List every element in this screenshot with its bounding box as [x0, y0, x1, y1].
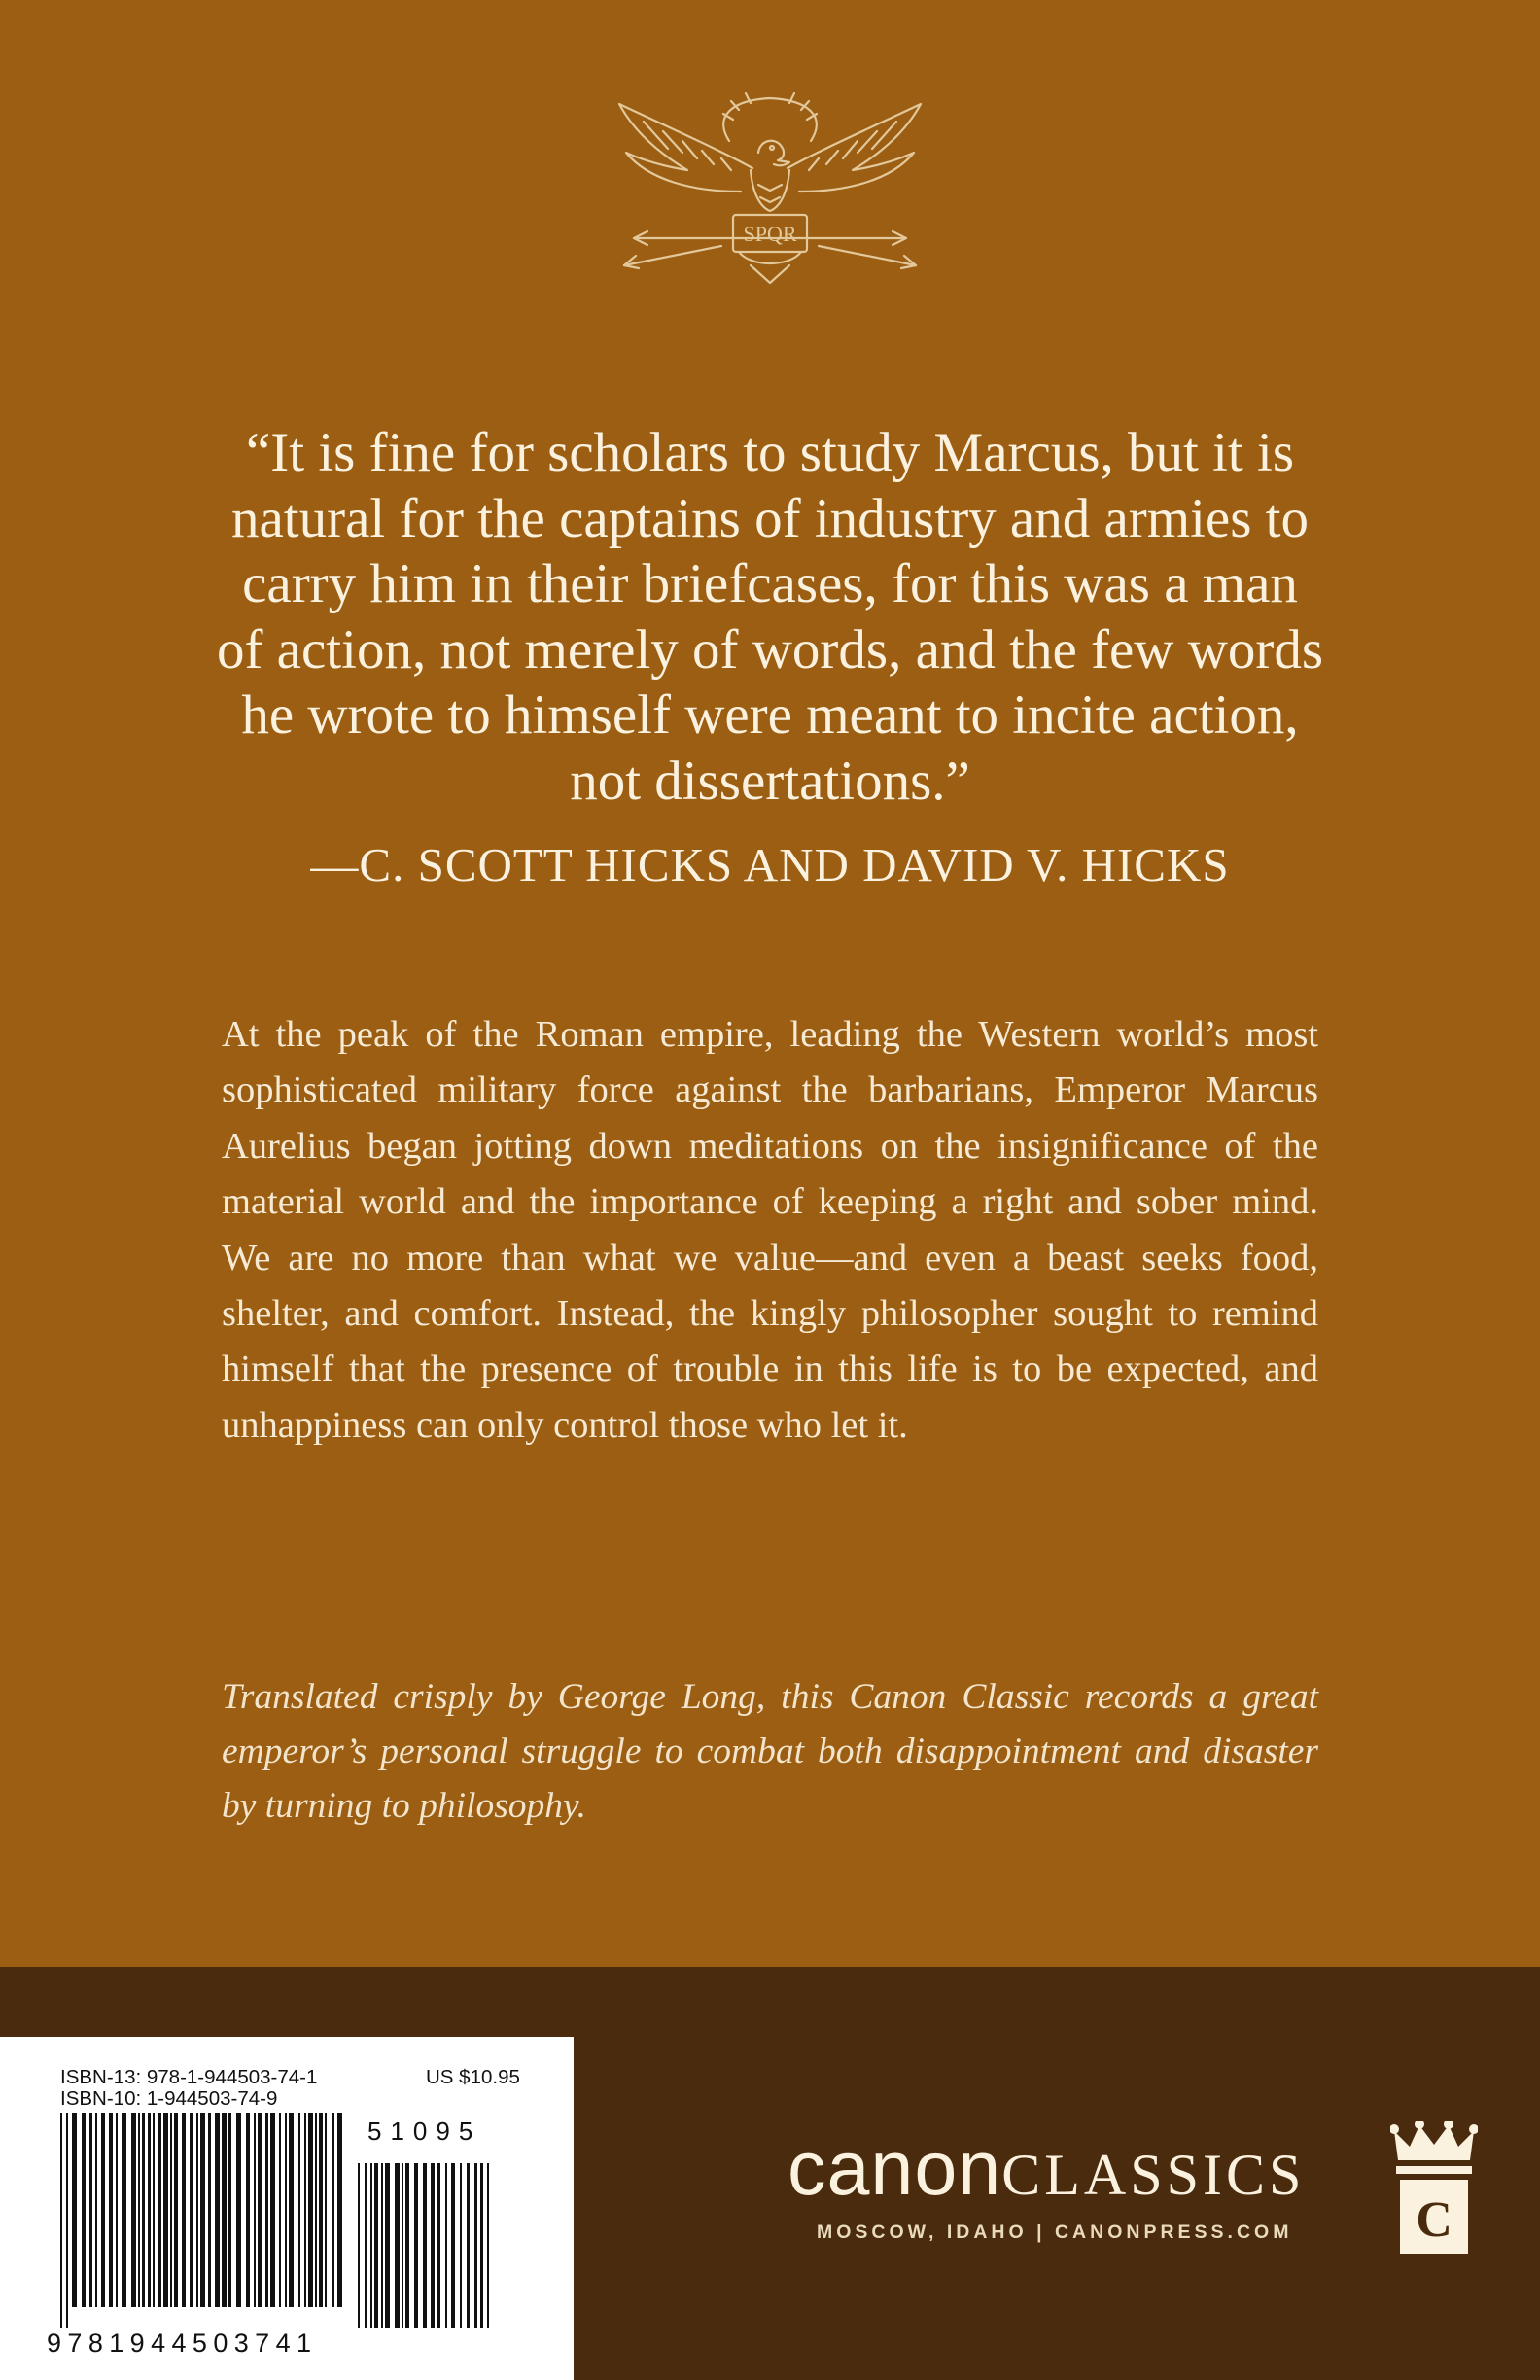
- addon-number: 51095: [368, 2117, 482, 2146]
- barcode-bar: [122, 2113, 126, 2307]
- publisher-tagline: MOSCOW, IDAHO | CANONPRESS.COM: [817, 2222, 1293, 2243]
- barcode-bar: [315, 2113, 317, 2307]
- barcode-bar: [279, 2113, 281, 2307]
- barcode-bar: [304, 2113, 306, 2307]
- barcode-bar: [395, 2163, 400, 2328]
- barcode-bar: [289, 2113, 294, 2307]
- quote-line: carry him in their briefcases, for this was a man: [242, 553, 1298, 614]
- barcode-bar: [308, 2113, 313, 2307]
- barcode-bar: [381, 2163, 383, 2328]
- barcode-bar: [298, 2113, 300, 2307]
- barcode-bar: [402, 2163, 403, 2328]
- barcode-bar: [182, 2113, 186, 2307]
- barcode-bar: [370, 2163, 372, 2328]
- quote-attribution: —C. SCOTT HICKS AND DAVID V. HICKS: [310, 838, 1230, 892]
- price: US $10.95: [426, 2066, 520, 2088]
- barcode-bar: [142, 2113, 145, 2307]
- barcode-bar: [337, 2113, 342, 2307]
- barcode-bar: [451, 2163, 455, 2328]
- barcode-bar: [72, 2113, 77, 2307]
- barcode-bar: [215, 2113, 220, 2307]
- barcode-bar: [158, 2113, 161, 2307]
- barcode-bar: [228, 2113, 231, 2307]
- publisher-name: [788, 2123, 1305, 2213]
- barcode-bar: [438, 2163, 440, 2328]
- barcode-bar: [196, 2113, 198, 2307]
- barcode-bar: [467, 2163, 470, 2328]
- barcode-bar: [66, 2113, 68, 2328]
- barcode-bar: [414, 2163, 418, 2328]
- emblem-letter: C: [1416, 2192, 1452, 2248]
- barcode-bar: [325, 2113, 327, 2307]
- barcode-bar: [200, 2113, 205, 2307]
- barcode-bar: [445, 2163, 447, 2328]
- barcode-bar: [190, 2113, 193, 2307]
- isbn-10: ISBN-10: 1-944503-74-9: [60, 2087, 278, 2110]
- barcode-bar: [474, 2163, 477, 2328]
- addon-barcode: [358, 2163, 494, 2332]
- barcode-bar: [208, 2113, 211, 2307]
- barcode-bar: [258, 2113, 262, 2307]
- barcode-bar: [405, 2163, 409, 2328]
- barcode-bar: [265, 2113, 268, 2307]
- barcode-bar: [254, 2113, 256, 2307]
- barcode-bar: [285, 2113, 287, 2307]
- barcode-bar: [332, 2113, 334, 2307]
- barcode-bar: [358, 2163, 360, 2328]
- barcode-box: [0, 2037, 574, 2380]
- barcode-bar: [116, 2113, 118, 2307]
- barcode-bar: [148, 2113, 151, 2307]
- barcode-bar: [270, 2113, 275, 2307]
- barcode-bar: [385, 2163, 390, 2328]
- barcode-bar: [365, 2163, 368, 2328]
- barcode-bar: [222, 2113, 227, 2307]
- barcode-bar: [236, 2113, 241, 2307]
- eagle-standard-icon: [605, 92, 935, 292]
- pull-quote: [146, 420, 1394, 814]
- crown-c-icon: [1390, 2121, 1478, 2258]
- spqr-label: SPQR: [743, 222, 797, 246]
- quote-line: of action, not merely of words, and the few words: [216, 618, 1324, 681]
- barcode-bar: [89, 2113, 92, 2307]
- barcode-bar: [423, 2163, 427, 2328]
- translation-note: Translated crisply by George Long, this Canon Classic records a great emperor’s personal struggle to combat both disappointment and disaster by turning to philosophy.: [222, 1677, 1318, 1826]
- isbn-13: ISBN-13: 978-1-944503-74-1: [60, 2066, 318, 2088]
- barcode-bar: [246, 2113, 250, 2307]
- barcode-number: 9781944503741: [47, 2328, 318, 2358]
- barcode-bar: [131, 2113, 136, 2307]
- barcode-bar: [487, 2163, 489, 2328]
- book-description: At the peak of the Roman empire, leading the Western world’s most sophisticated military force against the barbarians, Emperor Marcus Aurelius began jotting down meditations on the insignificance of the material world and the importance of keeping a right and sober mind. We are no more than what we value—and even a beast seeks food, shelter, and comfort. Instead, the kingly philosopher sought to remind himself that the presence of trouble in this life is to be expected, and unhappiness can only control those who let it.: [222, 1014, 1318, 1446]
- quote-line: natural for the captains of industry and armies to: [231, 487, 1309, 549]
- barcode-bar: [480, 2163, 483, 2328]
- barcode-bar: [82, 2113, 86, 2307]
- barcode-bar: [138, 2113, 140, 2307]
- barcode-bar: [101, 2113, 105, 2307]
- publisher-name-canon: canon: [788, 2124, 1002, 2211]
- quote-line: “It is fine for scholars to study Marcus, but it is: [245, 422, 1295, 483]
- barcode-bar: [95, 2113, 97, 2307]
- barcode-bar: [153, 2113, 155, 2307]
- quote-line: he wrote to himself were meant to incite action,: [241, 684, 1299, 746]
- barcode-bar: [60, 2113, 62, 2328]
- barcode-bar: [170, 2113, 172, 2307]
- barcode-bar: [431, 2163, 435, 2328]
- publisher-name-classics: CLASSICS: [1001, 2143, 1306, 2207]
- barcode-bar: [319, 2113, 323, 2307]
- barcode-bar: [460, 2163, 462, 2328]
- barcode: [60, 2113, 342, 2332]
- barcode-bar: [163, 2113, 168, 2307]
- barcode-bar: [374, 2163, 378, 2328]
- quote-line: not dissertations.”: [570, 750, 970, 812]
- publisher-logo: [788, 2119, 1488, 2265]
- barcode-bar: [174, 2113, 178, 2307]
- barcode-bar: [109, 2113, 113, 2307]
